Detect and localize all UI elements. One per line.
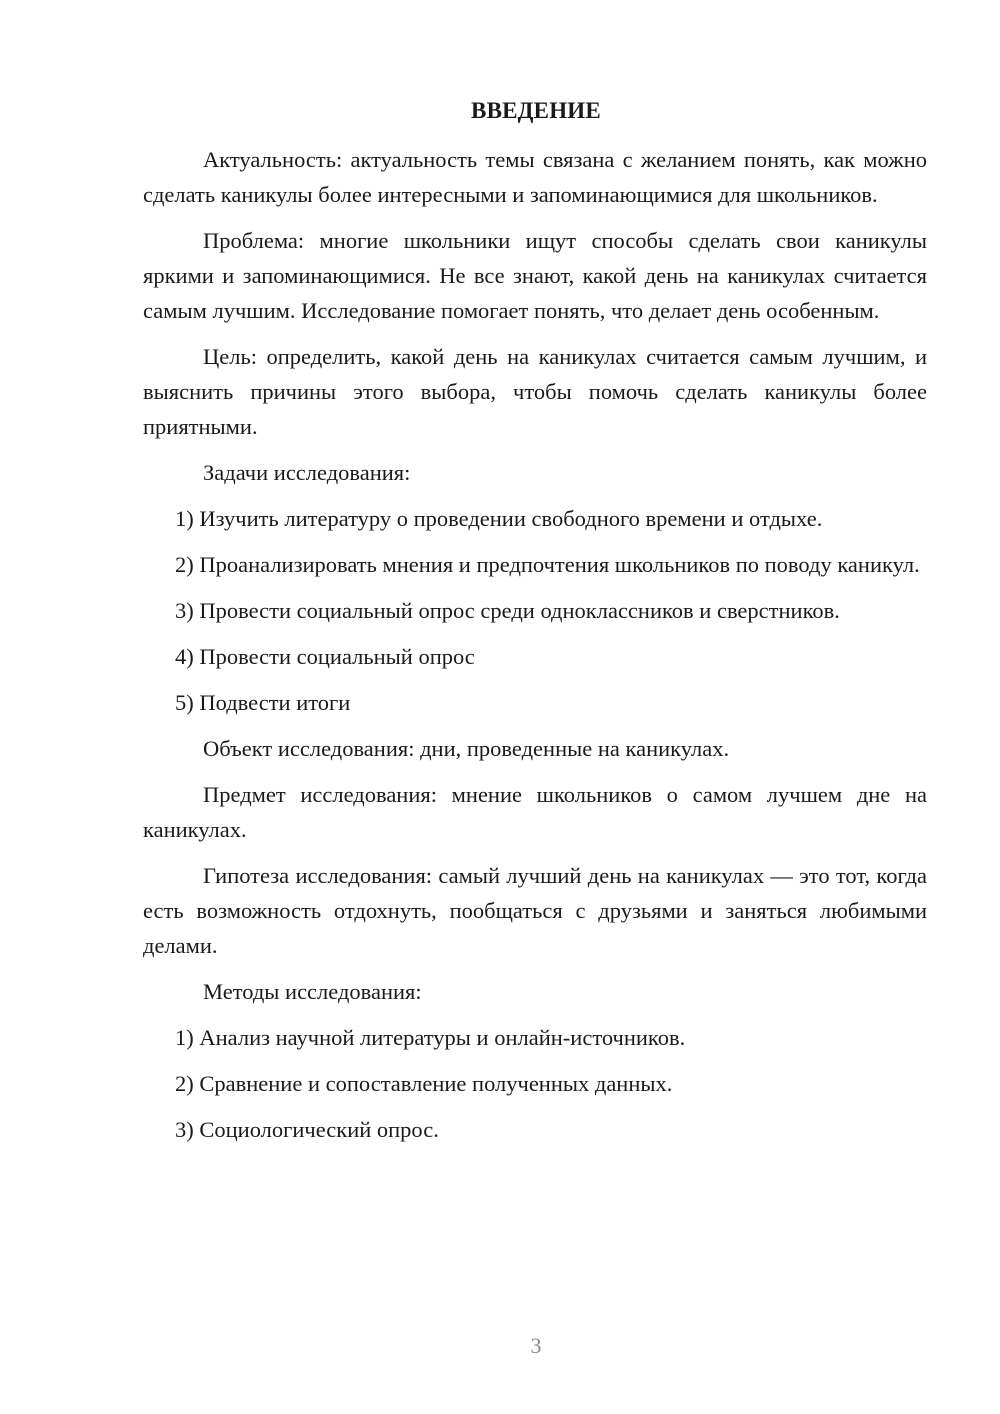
list-item-method-3: 3) Социологический опрос. bbox=[175, 1117, 439, 1142]
list-item-task-1: 1) Изучить литературу о проведении свободного времени и отдыхе. bbox=[175, 506, 823, 531]
paragraph-tasks-heading: Задачи исследования: bbox=[203, 460, 411, 485]
list-item-method-2: 2) Сравнение и сопоставление полученных данных. bbox=[175, 1071, 673, 1096]
list-item-task-4: 4) Провести социальный опрос bbox=[175, 644, 475, 669]
list-item-task-5: 5) Подвести итоги bbox=[175, 690, 351, 715]
paragraph-hypothesis: Гипотеза исследования: самый лучший день на каникулах — это тот, когда есть возможность отдохнуть, пообщаться с друзьями и заняться любимыми делами. bbox=[143, 863, 927, 958]
page-number: 3 bbox=[530, 1333, 542, 1358]
paragraph-subject: Предмет исследования: мнение школьников о самом лучшем дне на каникулах. bbox=[143, 782, 927, 842]
list-item-task-2: 2) Проанализировать мнения и предпочтения школьников по поводу каникул. bbox=[175, 552, 920, 577]
body-text bbox=[143, 142, 927, 1158]
paragraph-goal: Цель: определить, какой день на каникулах считается самым лучшим, и выяснить причины этого выбора, чтобы помочь сделать каникулы более приятными. bbox=[143, 344, 927, 439]
list-item-method-1: 1) Анализ научной литературы и онлайн-источников. bbox=[175, 1025, 686, 1050]
paragraph-methods-heading: Методы исследования: bbox=[203, 979, 422, 1004]
section-title: ВВЕДЕНИЕ bbox=[471, 98, 601, 123]
paragraph-object: Объект исследования: дни, проведенные на каникулах. bbox=[203, 736, 730, 761]
paragraph-relevance: Актуальность: актуальность темы связана с желанием понять, как можно сделать каникулы более интересными и запоминающимися для школьников. bbox=[143, 147, 927, 207]
paragraph-problem: Проблема: многие школьники ищут способы сделать свои каникулы яркими и запоминающимися. Не все знают, какой день на каникулах считается самым лучшим. Исследование помогает понять, что делает день особенным. bbox=[143, 228, 927, 323]
list-item-task-3: 3) Провести социальный опрос среди одноклассников и сверстников. bbox=[175, 598, 840, 623]
